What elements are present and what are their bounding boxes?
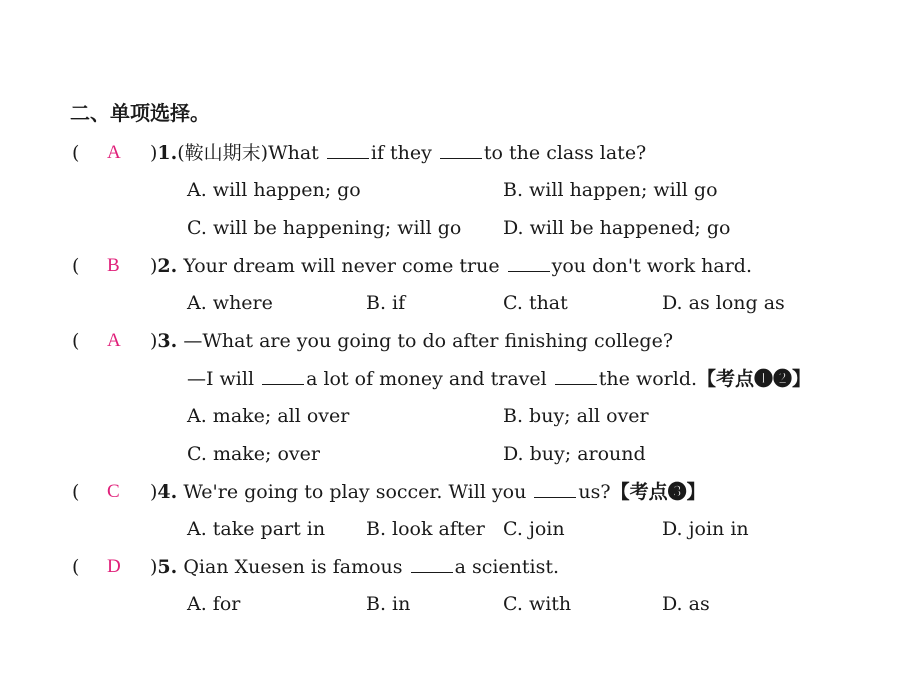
answer-3: A	[107, 330, 121, 351]
answer-blank	[534, 481, 576, 498]
question-number: 3.	[157, 330, 178, 352]
stem-text: you don't work hard.	[551, 255, 752, 277]
option-2b: B. if	[366, 292, 406, 314]
stem-text: a scientist.	[454, 556, 560, 578]
answer-4: C	[107, 481, 120, 502]
option-3b: B. buy; all over	[503, 405, 649, 427]
option-3a: A. make; all over	[187, 405, 350, 427]
answer-blank	[411, 556, 453, 573]
stem-text: What	[268, 142, 319, 164]
question-3-stem-line2	[187, 367, 811, 391]
option-1a: A. will happen; go	[187, 179, 361, 201]
open-paren: (	[72, 330, 80, 352]
answer-blank	[508, 255, 550, 272]
option-1c: C. will be happening; will go	[187, 217, 462, 239]
option-1b: B. will happen; will go	[503, 179, 718, 201]
close-paren: )	[150, 255, 158, 277]
open-paren: (	[72, 142, 80, 164]
option-4a: A. take part in	[187, 518, 326, 540]
question-source: (鞍山期末)	[177, 142, 269, 164]
option-5c: C. with	[503, 593, 572, 615]
close-paren: )	[150, 142, 158, 164]
option-3d: D. buy; around	[503, 443, 646, 465]
stem-text: the world.	[598, 368, 698, 390]
option-2a: A. where	[187, 292, 273, 314]
key-point-tag: 【考点❶❷】	[697, 368, 812, 390]
option-4d: D. join in	[662, 518, 749, 540]
stem-text: a lot of money and travel	[306, 368, 547, 390]
question-number: 4.	[157, 481, 178, 503]
stem-text: —I will	[187, 368, 255, 390]
question-3-stem	[150, 329, 673, 353]
option-4b: B. look after	[366, 518, 485, 540]
close-paren: )	[150, 556, 158, 578]
close-paren: )	[150, 481, 158, 503]
option-2c: C. that	[503, 292, 568, 314]
stem-text: —What are you going to do after finishing college?	[183, 330, 674, 352]
stem-text: Qian Xuesen is famous	[183, 556, 403, 578]
question-5-stem	[150, 555, 559, 579]
question-number: 2.	[157, 255, 178, 277]
stem-text: if they	[370, 142, 432, 164]
question-4-stem	[150, 480, 706, 504]
open-paren: (	[72, 255, 80, 277]
question-1-line	[72, 141, 79, 165]
answer-1: A	[107, 142, 121, 163]
option-5a: A. for	[187, 593, 241, 615]
option-4c: C. join	[503, 518, 565, 540]
stem-text: Your dream will never come true	[183, 255, 500, 277]
answer-blank	[262, 368, 304, 385]
open-paren: (	[72, 481, 80, 503]
question-number: 1.	[157, 142, 178, 164]
option-1d: D. will be happened; go	[503, 217, 731, 239]
question-2-stem	[150, 254, 752, 278]
question-1-stem	[150, 141, 646, 165]
key-point-tag: 【考点❸】	[610, 481, 706, 503]
answer-blank	[440, 142, 482, 159]
answer-5: D	[107, 556, 121, 577]
option-3c: C. make; over	[187, 443, 320, 465]
stem-text: to the class late?	[483, 142, 647, 164]
answer-blank	[555, 368, 597, 385]
answer-blank	[327, 142, 369, 159]
option-5b: B. in	[366, 593, 411, 615]
answer-2: B	[107, 255, 120, 276]
option-5d: D. as	[662, 593, 710, 615]
stem-text: us?	[578, 481, 611, 503]
stem-text: We're going to play soccer. Will you	[183, 481, 527, 503]
open-paren: (	[72, 556, 80, 578]
option-2d: D. as long as	[662, 292, 785, 314]
section-title: 二、单项选择。	[70, 101, 210, 125]
close-paren: )	[150, 330, 158, 352]
question-number: 5.	[157, 556, 178, 578]
